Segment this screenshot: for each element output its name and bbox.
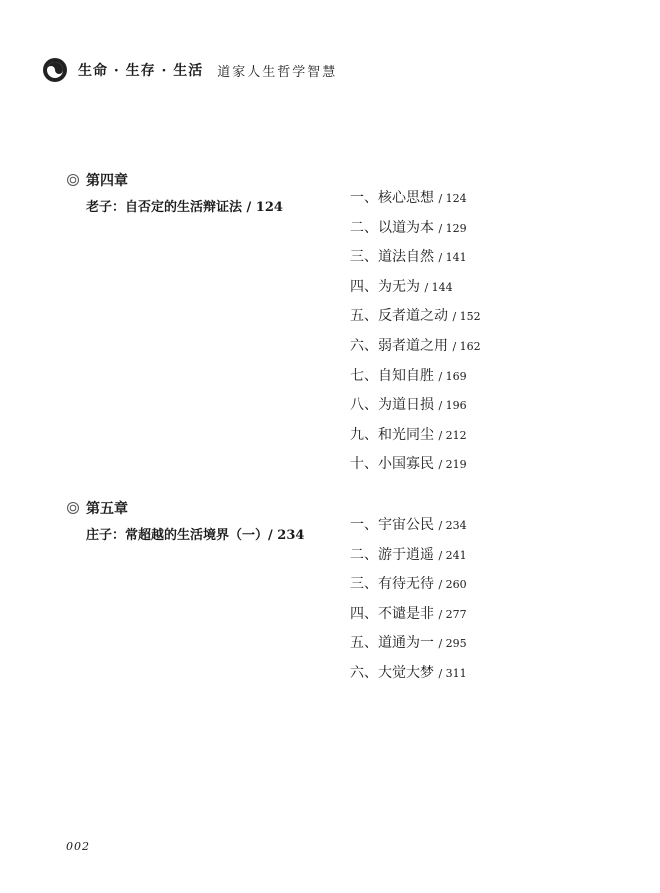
chapter-label: 第四章 — [86, 173, 128, 189]
toc-entry[interactable] — [350, 511, 467, 541]
entry-title: 四、不谴是非 — [350, 605, 434, 622]
entry-title: 五、反者道之动 — [350, 308, 448, 325]
chapter-title: 庄子：常超越的生活境界（一）/ 234 — [86, 528, 305, 543]
entry-title: 八、为道日损 — [350, 397, 434, 414]
toc-entry[interactable] — [350, 332, 481, 362]
chapter-label: 第五章 — [86, 501, 128, 517]
entry-page: / 260 — [438, 578, 467, 592]
entry-page: / 129 — [438, 221, 467, 235]
entry-page: / 212 — [438, 428, 467, 442]
entry-page: / 219 — [438, 458, 467, 472]
entry-page: / 295 — [438, 637, 467, 651]
toc-entry[interactable] — [350, 362, 481, 392]
entry-page: / 241 — [438, 548, 467, 562]
toc-entry[interactable] — [350, 302, 481, 332]
entry-title: 九、和光同尘 — [350, 426, 434, 443]
chapter-title: 老子：自否定的生活辩证法 / 124 — [86, 200, 283, 215]
entry-page: / 162 — [452, 339, 481, 353]
entry-page: / 144 — [424, 280, 453, 294]
toc-entry[interactable] — [350, 391, 481, 421]
chapter-heading — [66, 498, 304, 518]
toc-entry[interactable] — [350, 570, 467, 600]
entry-page: / 234 — [438, 519, 467, 532]
entry-title: 一、宇宙公民 — [350, 517, 434, 533]
book-series-title: 生命 · 生存 · 生活 — [78, 63, 204, 79]
section-list — [350, 511, 467, 689]
entry-title: 三、有待无待 — [350, 576, 434, 593]
ornament-icon — [66, 501, 80, 515]
entry-title: 六、弱者道之用 — [350, 337, 448, 354]
entry-page: / 152 — [452, 310, 481, 324]
entry-title: 十、小国寡民 — [350, 456, 434, 473]
entry-page: / 311 — [438, 666, 467, 680]
ornament-icon — [66, 173, 80, 187]
entry-page: / 277 — [438, 607, 467, 621]
toc-entry[interactable] — [350, 659, 467, 689]
toc-entry[interactable] — [350, 184, 481, 214]
yin-yang-icon — [42, 57, 68, 83]
entry-page: / 169 — [438, 369, 467, 383]
chapter-heading — [66, 170, 283, 190]
entry-page: / 124 — [438, 192, 467, 205]
toc-entry[interactable] — [350, 421, 481, 451]
entry-title: 七、自知自胜 — [350, 367, 434, 384]
book-subtitle: 道家人生哲学智慧 — [217, 64, 338, 80]
section-list — [350, 184, 481, 480]
entry-title: 二、游于逍遥 — [350, 546, 434, 563]
entry-title: 一、核心思想 — [350, 190, 434, 206]
entry-page: / 141 — [438, 251, 467, 265]
toc-entry[interactable] — [350, 450, 481, 480]
chapter-block — [66, 498, 304, 543]
toc-entry[interactable] — [350, 243, 481, 273]
running-header — [42, 56, 337, 84]
toc-entry[interactable] — [350, 600, 467, 630]
toc-entry[interactable] — [350, 541, 467, 571]
entry-page: / 196 — [438, 399, 467, 413]
entry-title: 六、大觉大梦 — [350, 664, 434, 681]
toc-entry[interactable] — [350, 273, 481, 303]
page-number: 002 — [66, 840, 90, 853]
entry-title: 四、为无为 — [350, 278, 420, 295]
chapter-block — [66, 170, 283, 215]
entry-title: 五、道通为一 — [350, 635, 434, 652]
entry-title: 三、道法自然 — [350, 249, 434, 266]
entry-title: 二、以道为本 — [350, 219, 434, 236]
toc-entry[interactable] — [350, 214, 481, 244]
toc-entry[interactable] — [350, 629, 467, 659]
